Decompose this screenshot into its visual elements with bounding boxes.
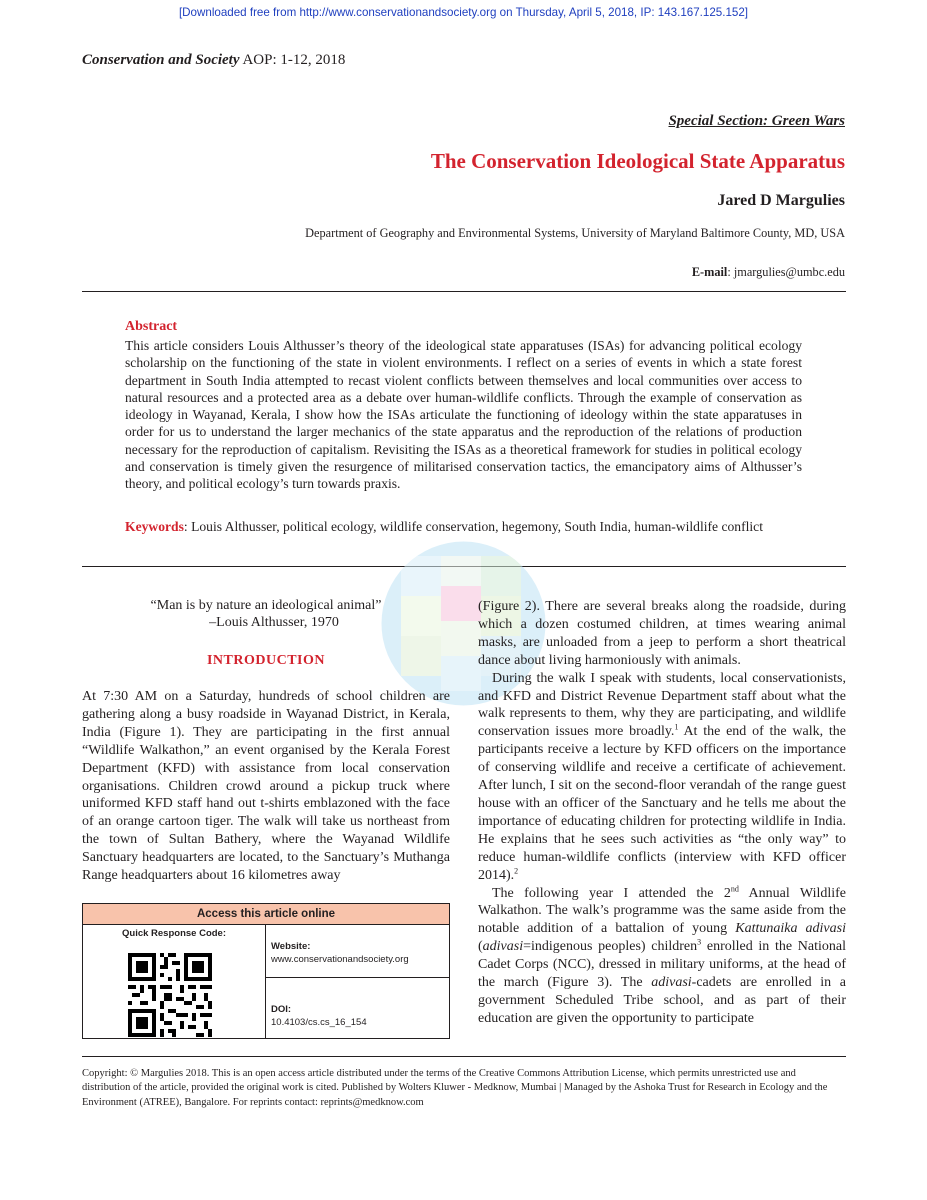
footnote-ref-2: 2: [514, 865, 519, 875]
abstract-text: This article considers Louis Althusser’s theory of the ideological state apparatuses (ISAs) for advancing political ecology scholarship on the functioning of the state in violent environments. I reflect on a series of events in which a state forest department in South India attempted to recast violent conflicts between themselves and local communities over access to natural resources and a protected area as a debate over human-wildlife conflicts. Through the example of conservation as ideology in Wayanad, Kerala, I show how the ISAs articulate the functioning of ideology within the state apparatuses in order for us to understand the larger mechanics of the state apparatus and the reproduction of the relations of production necessary for the reproduction of capitalism. Revisiting the ISAs as a theoretical framework for studies in political ecology and conservation is timely given the resurgence of militarised conservation tactics, the emancipatory aims of Althusser’s theory, and political ecology’s turn towards praxis.: [125, 338, 802, 492]
left-column: [82, 688, 450, 885]
right-paragraph-3-text: The following year I attended the 2: [492, 885, 731, 901]
right-paragraph-3-text-c: (: [478, 939, 483, 955]
right-paragraph-3-text-d: =indigenous peoples) children: [523, 939, 698, 955]
epigraph-attribution: –Louis Althusser, 1970: [209, 615, 339, 630]
journal-name: Conservation and Society: [82, 52, 240, 68]
author-email: [692, 265, 845, 280]
keywords-text: : Louis Althusser, political ecology, wildlife conservation, hegemony, South India, human-wildlife conflict: [183, 519, 763, 534]
italic-term: adivasi: [482, 939, 524, 955]
epigraph-quote: “Man is by nature an ideological animal”: [150, 598, 382, 613]
article-info-cell: [266, 925, 449, 1038]
right-paragraph-3-text-e: enrolled in the National Cadet Corps (NCC), dressed in military uniforms, at the head of the march (Figure 3). The: [478, 939, 846, 991]
left-paragraph-1: At 7:30 AM on a Saturday, hundreds of school children are gathering along a busy roadside in Wayanad District, in Kerala, India (Figure 1). They are participating in the first annual “Wildlife Walkathon,” an event organised by the Kerala Forest Department (KFD) with assistance from local conservation organisations. Children crowd around a pickup truck where uniformed KFD staff hand out t-shirts emblazoned with the face of an orange cartoon tiger. The walk will take us northeast from the town of Sultan Bathery, where the Wayanad Wildlife Sanctuary headquarters are located, to the Sanctuary’s Muthanga Range headquarters about 16 kilometres away: [82, 689, 450, 884]
footnote-ref-1: 1: [674, 722, 679, 732]
website-link[interactable]: www.conservationandsociety.org: [271, 954, 409, 965]
qr-cell: [83, 925, 266, 1038]
footer-divider: [82, 1056, 846, 1057]
abstract-heading: Abstract: [125, 319, 178, 334]
info-divider: [266, 977, 449, 978]
qr-label: Quick Response Code:: [122, 928, 226, 939]
special-section: Special Section: Green Wars: [668, 113, 845, 129]
keywords-label: Keywords: [125, 519, 184, 534]
access-article-box: [82, 903, 450, 1039]
qr-code-icon[interactable]: [128, 953, 212, 1037]
right-paragraph-3-text-b: Annual Wildlife Walkathon. The walk’s programme was the same aside from the notable addition of a battalion of young: [478, 885, 847, 937]
footnote-ref-3: 3: [697, 937, 702, 947]
header-divider: [82, 291, 846, 292]
author-affiliation: Department of Geography and Environmental Systems, University of Maryland Baltimore County, MD, USA: [305, 226, 845, 240]
download-notice: [Downloaded free from http://www.conservationandsociety.org on Thursday, April 5, 2018, IP: 143.167.125.152]: [178, 6, 749, 19]
email-label: E-mail: [691, 265, 728, 279]
article-title: The Conservation Ideological State Apparatus: [430, 149, 845, 173]
copyright-footer: Copyright: © Margulies 2018. This is an open access article distributed under the terms of the Creative Commons Attribution License, which permits unrestricted use and distribution of the article, provided the original work is cited. Published by Wolters Kluwer - Medknow, Mumbai | Managed by the Ashoka Trust for Research in Ecology and the Environment (ATREE), Bangalore. For reprints contact: reprints@medknow.com: [82, 1068, 828, 1108]
doi-link[interactable]: 10.4103/cs.cs_16_154: [271, 1017, 367, 1028]
italic-term: Kattunaika adivasi: [735, 921, 846, 937]
right-paragraph-2-text-cont: At the end of the walk, the participants receive a lecture by KFD officers on the importance of conserving wildlife and receive a certificate of achievement. After lunch, I sit on the second-floor verandah of the range guest house with an officer of the Sanctuary and he tells me about the importance of educating children for protecting wildlife in India. He explains that he sees such activities as “the only way” to reduce human-wildlife conflicts (interview with KFD officer 2014).: [478, 724, 846, 883]
journal-citation: [82, 52, 345, 69]
section-heading: INTRODUCTION: [206, 653, 325, 668]
right-paragraph-2-text: During the walk I speak with students, local conservationists, and KFD and District Revenue Department staff about what the walk represents to them, why they are participating, and wildlife conservation issues more broadly.: [478, 670, 846, 740]
website-label: Website:: [271, 941, 311, 952]
right-paragraph-3-text-f: -cadets are enrolled in a government Scheduled Tribe school, and as part of their education are given the opportunity to participate: [478, 975, 846, 1026]
doi-label: DOI:: [271, 1004, 292, 1015]
email-value: : jmargulies@umbc.edu: [727, 265, 845, 279]
journal-issue: AOP: 1-12, 2018: [242, 52, 346, 68]
right-paragraph-1: (Figure 2). There are several breaks along the roadside, during which a dozen costumed children, at times wearing animal masks, are unloaded from a jeep to perform a short theatrical dance about living harmoniously with animals.: [478, 599, 846, 668]
author-name: Jared D Margulies: [717, 192, 845, 209]
right-column: [478, 598, 846, 1028]
access-box-heading: Access this article online: [83, 904, 449, 925]
right-paragraph-2: [478, 670, 846, 885]
right-paragraph-3: [478, 885, 846, 1028]
italic-term: adivasi: [651, 975, 692, 991]
keywords: [125, 518, 802, 535]
ordinal-suffix: nd: [730, 883, 739, 893]
